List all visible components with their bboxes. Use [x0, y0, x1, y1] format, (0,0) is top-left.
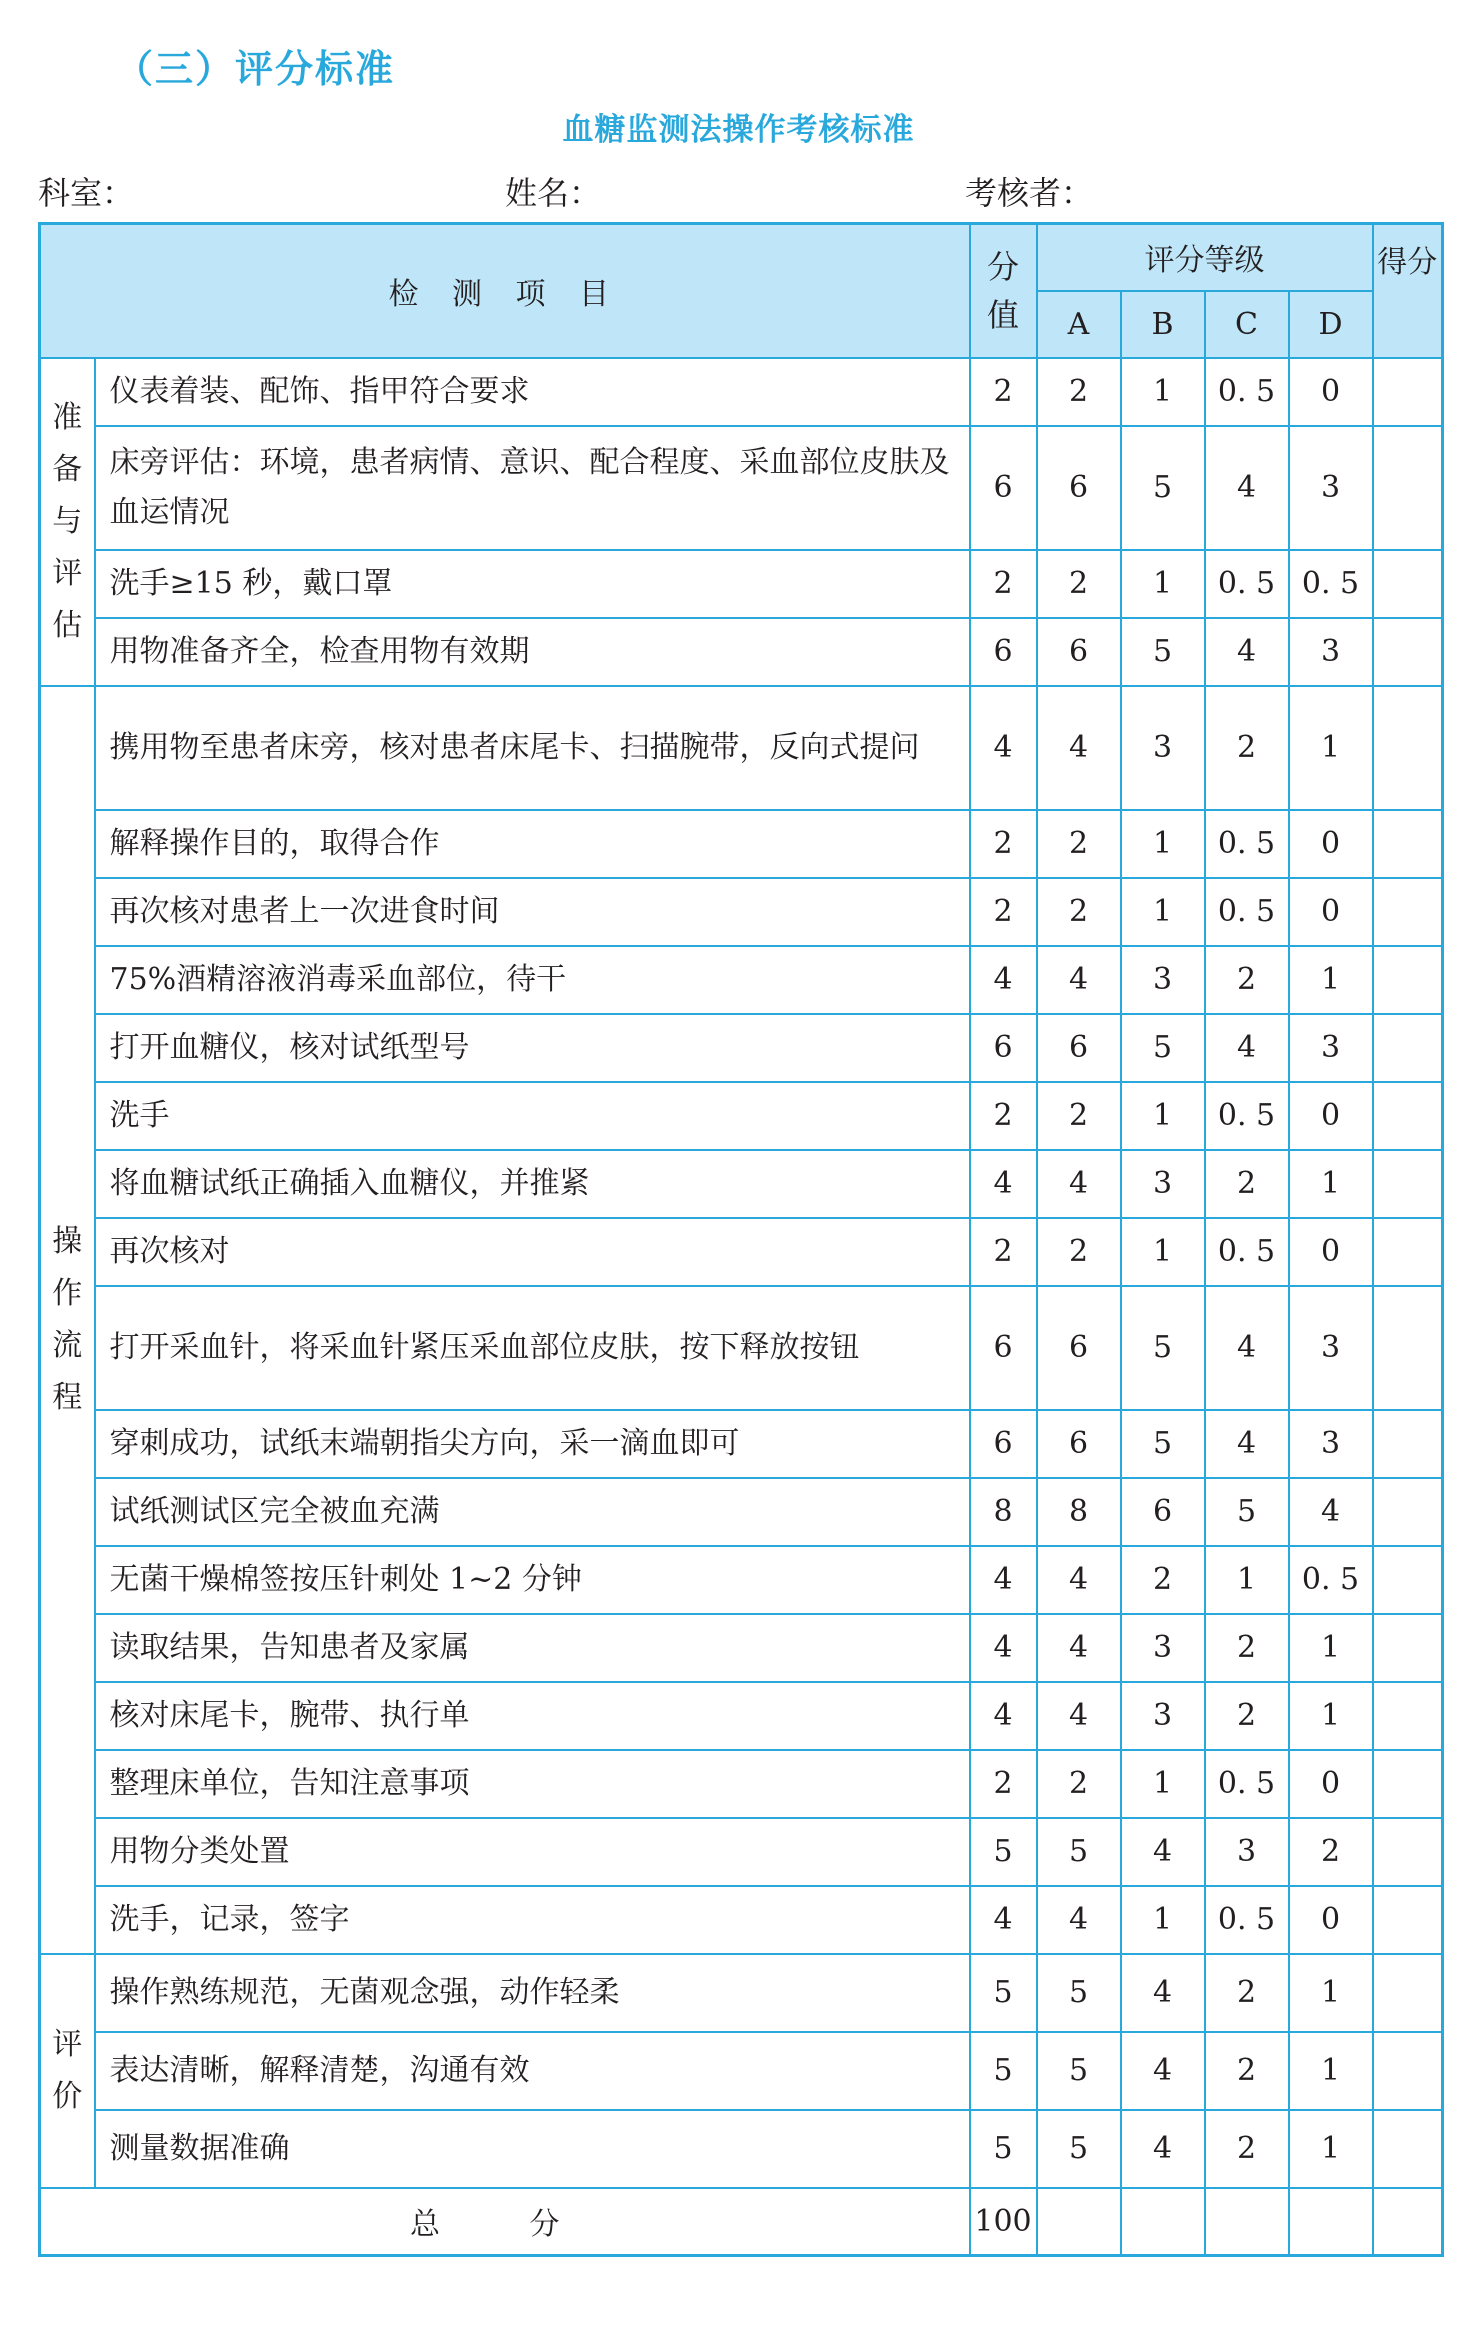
- total-grade-cell: [1205, 2188, 1289, 2256]
- grade-b-value: 2: [1121, 1546, 1205, 1614]
- item-text: 床旁评估：环境，患者病情、意识、配合程度、采血部位皮肤及血运情况: [95, 426, 970, 550]
- name-label: 姓名：: [505, 174, 602, 212]
- header-item: 检 测 项 目: [40, 224, 970, 358]
- table-row: [40, 1286, 1443, 1410]
- grade-c-value: 2: [1205, 2110, 1289, 2188]
- grade-a-value: 6: [1037, 1014, 1121, 1082]
- score-value: 5: [970, 2110, 1037, 2188]
- grade-d-value: 3: [1289, 426, 1373, 550]
- grade-c-value: 2: [1205, 2032, 1289, 2110]
- grade-d-value: 1: [1289, 686, 1373, 810]
- grade-a-value: 2: [1037, 358, 1121, 426]
- grade-d-value: 3: [1289, 1286, 1373, 1410]
- department-label: 科室：: [38, 174, 135, 212]
- table-row: [40, 1614, 1443, 1682]
- table-row: [40, 1546, 1443, 1614]
- grade-d-value: 1: [1289, 2110, 1373, 2188]
- grade-b-value: 5: [1121, 1286, 1205, 1410]
- total-grade-cell: [1037, 2188, 1121, 2256]
- table-row: [40, 1886, 1443, 1954]
- score-value: 4: [970, 1682, 1037, 1750]
- grade-a-value: 6: [1037, 426, 1121, 550]
- table-row: [40, 1218, 1443, 1286]
- score-value: 8: [970, 1478, 1037, 1546]
- score-value: 2: [970, 1082, 1037, 1150]
- grade-a-value: 8: [1037, 1478, 1121, 1546]
- grade-b-value: 4: [1121, 1954, 1205, 2032]
- item-text: 用物准备齐全，检查用物有效期: [95, 618, 970, 686]
- total-score: 100: [970, 2188, 1037, 2256]
- table-body: [40, 358, 1443, 2256]
- grade-c-value: 4: [1205, 1410, 1289, 1478]
- grade-c-value: 3: [1205, 1818, 1289, 1886]
- grade-d-value: 3: [1289, 1014, 1373, 1082]
- grade-b-value: 1: [1121, 1082, 1205, 1150]
- table-row: [40, 358, 1443, 426]
- score-value: 2: [970, 810, 1037, 878]
- earned-score-cell[interactable]: [1373, 1218, 1443, 1286]
- table-row: [40, 1682, 1443, 1750]
- grade-a-value: 2: [1037, 1082, 1121, 1150]
- table-row: [40, 1014, 1443, 1082]
- total-earned-cell[interactable]: [1373, 2188, 1443, 2256]
- category-label: [40, 1954, 95, 2188]
- grade-a-value: 6: [1037, 1286, 1121, 1410]
- earned-score-cell[interactable]: [1373, 1750, 1443, 1818]
- earned-score-cell[interactable]: [1373, 550, 1443, 618]
- grade-d-value: 3: [1289, 618, 1373, 686]
- table-row: [40, 878, 1443, 946]
- header-score: [970, 224, 1037, 358]
- earned-score-cell[interactable]: [1373, 1082, 1443, 1150]
- grade-c-value: 2: [1205, 1150, 1289, 1218]
- header-grade-a: A: [1037, 291, 1121, 358]
- header-score-char-1: 分: [987, 247, 1020, 286]
- grade-d-value: 3: [1289, 1410, 1373, 1478]
- table-row: [40, 1410, 1443, 1478]
- table-title: 血糖监测法操作考核标准: [562, 112, 915, 148]
- section-heading: （三）评分标准: [115, 47, 396, 91]
- grade-c-value: 0. 5: [1205, 1750, 1289, 1818]
- category-char: 准: [52, 399, 83, 435]
- score-value: 4: [970, 946, 1037, 1014]
- score-value: 5: [970, 2032, 1037, 2110]
- score-value: 2: [970, 1750, 1037, 1818]
- grade-d-value: 1: [1289, 1954, 1373, 2032]
- category-label: [40, 686, 95, 1954]
- grade-d-value: 1: [1289, 946, 1373, 1014]
- item-text: 将血糖试纸正确插入血糖仪，并推紧: [95, 1150, 970, 1218]
- score-value: 4: [970, 1150, 1037, 1218]
- item-text: 试纸测试区完全被血充满: [95, 1478, 970, 1546]
- grade-d-value: 0: [1289, 878, 1373, 946]
- earned-score-cell[interactable]: [1373, 1954, 1443, 2032]
- item-text: 操作熟练规范，无菌观念强，动作轻柔: [95, 1954, 970, 2032]
- earned-score-cell[interactable]: [1373, 1150, 1443, 1218]
- grade-b-value: 3: [1121, 1614, 1205, 1682]
- table-row: [40, 1954, 1443, 2032]
- grade-d-value: 0: [1289, 358, 1373, 426]
- earned-score-cell[interactable]: [1373, 358, 1443, 426]
- grade-b-value: 3: [1121, 1682, 1205, 1750]
- category-label: [40, 358, 95, 686]
- grade-b-value: 5: [1121, 1014, 1205, 1082]
- grade-a-value: 2: [1037, 810, 1121, 878]
- score-value: 2: [970, 550, 1037, 618]
- grade-b-value: 5: [1121, 618, 1205, 686]
- grade-c-value: 2: [1205, 1614, 1289, 1682]
- earned-score-cell[interactable]: [1373, 2032, 1443, 2110]
- header-grade-c: C: [1205, 291, 1289, 358]
- item-text: 用物分类处置: [95, 1818, 970, 1886]
- grade-c-value: 2: [1205, 1682, 1289, 1750]
- header-grade: 评分等级: [1037, 224, 1373, 291]
- grade-b-value: 5: [1121, 1410, 1205, 1478]
- category-char: 程: [52, 1379, 83, 1415]
- earned-score-cell[interactable]: [1373, 1410, 1443, 1478]
- grade-b-value: 1: [1121, 878, 1205, 946]
- grade-b-value: 6: [1121, 1478, 1205, 1546]
- item-text: 再次核对患者上一次进食时间: [95, 878, 970, 946]
- category-char: 与: [52, 503, 83, 539]
- grade-b-value: 4: [1121, 2032, 1205, 2110]
- grade-d-value: 1: [1289, 2032, 1373, 2110]
- grade-a-value: 5: [1037, 2032, 1121, 2110]
- score-value: 4: [970, 1546, 1037, 1614]
- earned-score-cell[interactable]: [1373, 878, 1443, 946]
- score-value: 2: [970, 358, 1037, 426]
- table-row: [40, 1082, 1443, 1150]
- grade-a-value: 4: [1037, 686, 1121, 810]
- grade-c-value: 2: [1205, 946, 1289, 1014]
- total-row: [40, 2188, 1443, 2256]
- score-value: 5: [970, 1954, 1037, 2032]
- grade-b-value: 3: [1121, 946, 1205, 1014]
- item-text: 无菌干燥棉签按压针刺处 1~2 分钟: [95, 1546, 970, 1614]
- grade-b-value: 1: [1121, 810, 1205, 878]
- category-char: 价: [52, 2078, 83, 2114]
- score-value: 2: [970, 1218, 1037, 1286]
- earned-score-cell[interactable]: [1373, 946, 1443, 1014]
- total-grade-cell: [1289, 2188, 1373, 2256]
- score-value: 6: [970, 1410, 1037, 1478]
- grade-d-value: 0: [1289, 1218, 1373, 1286]
- earned-score-cell[interactable]: [1373, 1286, 1443, 1410]
- grade-a-value: 2: [1037, 550, 1121, 618]
- grade-d-value: 1: [1289, 1682, 1373, 1750]
- grade-d-value: 0: [1289, 1886, 1373, 1954]
- grade-b-value: 4: [1121, 2110, 1205, 2188]
- grade-b-value: 1: [1121, 1750, 1205, 1818]
- item-text: 解释操作目的，取得合作: [95, 810, 970, 878]
- table-row: [40, 2032, 1443, 2110]
- score-value: 6: [970, 618, 1037, 686]
- item-text: 打开采血针，将采血针紧压采血部位皮肤，按下释放按钮: [95, 1286, 970, 1410]
- category-char: 备: [52, 451, 83, 487]
- score-value: 4: [970, 1886, 1037, 1954]
- grade-c-value: 0. 5: [1205, 1218, 1289, 1286]
- grade-a-value: 6: [1037, 1410, 1121, 1478]
- grade-c-value: 0. 5: [1205, 358, 1289, 426]
- earned-score-cell[interactable]: [1373, 1478, 1443, 1546]
- grade-a-value: 4: [1037, 1886, 1121, 1954]
- header-grade-d: D: [1289, 291, 1373, 358]
- item-text: 整理床单位，告知注意事项: [95, 1750, 970, 1818]
- grade-a-value: 5: [1037, 2110, 1121, 2188]
- grade-b-value: 1: [1121, 550, 1205, 618]
- earned-score-cell[interactable]: [1373, 1818, 1443, 1886]
- grade-c-value: 5: [1205, 1478, 1289, 1546]
- item-text: 洗手: [95, 1082, 970, 1150]
- grade-b-value: 1: [1121, 1886, 1205, 1954]
- score-value: 2: [970, 878, 1037, 946]
- table-row: [40, 2110, 1443, 2188]
- category-char: 估: [52, 607, 83, 643]
- category-char: 操: [52, 1223, 83, 1259]
- earned-score-cell[interactable]: [1373, 1546, 1443, 1614]
- grade-c-value: 0. 5: [1205, 1886, 1289, 1954]
- grade-c-value: 1: [1205, 1546, 1289, 1614]
- earned-score-cell[interactable]: [1373, 810, 1443, 878]
- grade-a-value: 4: [1037, 946, 1121, 1014]
- score-value: 6: [970, 1286, 1037, 1410]
- earned-score-cell[interactable]: [1373, 1614, 1443, 1682]
- grade-d-value: 1: [1289, 1150, 1373, 1218]
- item-text: 测量数据准确: [95, 2110, 970, 2188]
- category-char: 评: [52, 2026, 83, 2062]
- grade-a-value: 5: [1037, 1954, 1121, 2032]
- grade-d-value: 0: [1289, 810, 1373, 878]
- table-row: [40, 426, 1443, 550]
- item-text: 表达清晰，解释清楚，沟通有效: [95, 2032, 970, 2110]
- grade-c-value: 0. 5: [1205, 1082, 1289, 1150]
- grade-a-value: 4: [1037, 1614, 1121, 1682]
- grade-c-value: 0. 5: [1205, 878, 1289, 946]
- earned-score-cell[interactable]: [1373, 1014, 1443, 1082]
- scoring-table: [38, 222, 1444, 2257]
- grade-a-value: 4: [1037, 1546, 1121, 1614]
- grade-d-value: 1: [1289, 1614, 1373, 1682]
- grade-c-value: 4: [1205, 618, 1289, 686]
- header-earned: 得分: [1373, 224, 1443, 358]
- earned-score-cell[interactable]: [1373, 686, 1443, 810]
- score-value: 5: [970, 1818, 1037, 1886]
- score-value: 6: [970, 426, 1037, 550]
- item-text: 穿刺成功，试纸末端朝指尖方向，采一滴血即可: [95, 1410, 970, 1478]
- grade-a-value: 4: [1037, 1150, 1121, 1218]
- grade-d-value: 0: [1289, 1082, 1373, 1150]
- category-char: 流: [52, 1327, 83, 1363]
- item-text: 核对床尾卡，腕带、执行单: [95, 1682, 970, 1750]
- score-value: 4: [970, 1614, 1037, 1682]
- item-text: 再次核对: [95, 1218, 970, 1286]
- table-row: [40, 1750, 1443, 1818]
- table-row: [40, 618, 1443, 686]
- earned-score-cell[interactable]: [1373, 1682, 1443, 1750]
- grade-c-value: 2: [1205, 686, 1289, 810]
- table-row: [40, 1818, 1443, 1886]
- grade-a-value: 2: [1037, 878, 1121, 946]
- earned-score-cell[interactable]: [1373, 1886, 1443, 1954]
- grade-c-value: 4: [1205, 1286, 1289, 1410]
- grade-d-value: 2: [1289, 1818, 1373, 1886]
- grade-b-value: 5: [1121, 426, 1205, 550]
- total-grade-cell: [1121, 2188, 1205, 2256]
- table-row: [40, 1150, 1443, 1218]
- grade-a-value: 4: [1037, 1682, 1121, 1750]
- grade-d-value: 0. 5: [1289, 550, 1373, 618]
- grade-b-value: 1: [1121, 358, 1205, 426]
- earned-score-cell[interactable]: [1373, 426, 1443, 550]
- item-text: 读取结果，告知患者及家属: [95, 1614, 970, 1682]
- grade-d-value: 0: [1289, 1750, 1373, 1818]
- item-text: 洗手，记录，签字: [95, 1886, 970, 1954]
- item-text: 75%酒精溶液消毒采血部位，待干: [95, 946, 970, 1014]
- table-row: [40, 810, 1443, 878]
- header-grade-b: B: [1121, 291, 1205, 358]
- table-row: [40, 550, 1443, 618]
- grade-b-value: 1: [1121, 1218, 1205, 1286]
- grade-a-value: 2: [1037, 1218, 1121, 1286]
- item-text: 携用物至患者床旁，核对患者床尾卡、扫描腕带，反向式提问: [95, 686, 970, 810]
- total-label: 总 分: [40, 2188, 970, 2256]
- table-row: [40, 686, 1443, 810]
- earned-score-cell[interactable]: [1373, 618, 1443, 686]
- grade-d-value: 0. 5: [1289, 1546, 1373, 1614]
- grade-d-value: 4: [1289, 1478, 1373, 1546]
- grade-c-value: 4: [1205, 426, 1289, 550]
- examiner-label: 考核者：: [965, 174, 1094, 212]
- grade-c-value: 2: [1205, 1954, 1289, 2032]
- header-score-char-2: 值: [987, 295, 1020, 334]
- category-char: 作: [52, 1275, 83, 1311]
- grade-b-value: 3: [1121, 1150, 1205, 1218]
- score-value: 4: [970, 686, 1037, 810]
- grade-a-value: 5: [1037, 1818, 1121, 1886]
- grade-b-value: 4: [1121, 1818, 1205, 1886]
- table-row: [40, 946, 1443, 1014]
- score-value: 6: [970, 1014, 1037, 1082]
- item-text: 打开血糖仪，核对试纸型号: [95, 1014, 970, 1082]
- item-text: 洗手≥15 秒，戴口罩: [95, 550, 970, 618]
- table-row: [40, 1478, 1443, 1546]
- grade-a-value: 2: [1037, 1750, 1121, 1818]
- grade-c-value: 4: [1205, 1014, 1289, 1082]
- grade-c-value: 0. 5: [1205, 810, 1289, 878]
- category-char: 评: [52, 555, 83, 591]
- grade-c-value: 0. 5: [1205, 550, 1289, 618]
- item-text: 仪表着装、配饰、指甲符合要求: [95, 358, 970, 426]
- grade-a-value: 6: [1037, 618, 1121, 686]
- earned-score-cell[interactable]: [1373, 2110, 1443, 2188]
- grade-b-value: 3: [1121, 686, 1205, 810]
